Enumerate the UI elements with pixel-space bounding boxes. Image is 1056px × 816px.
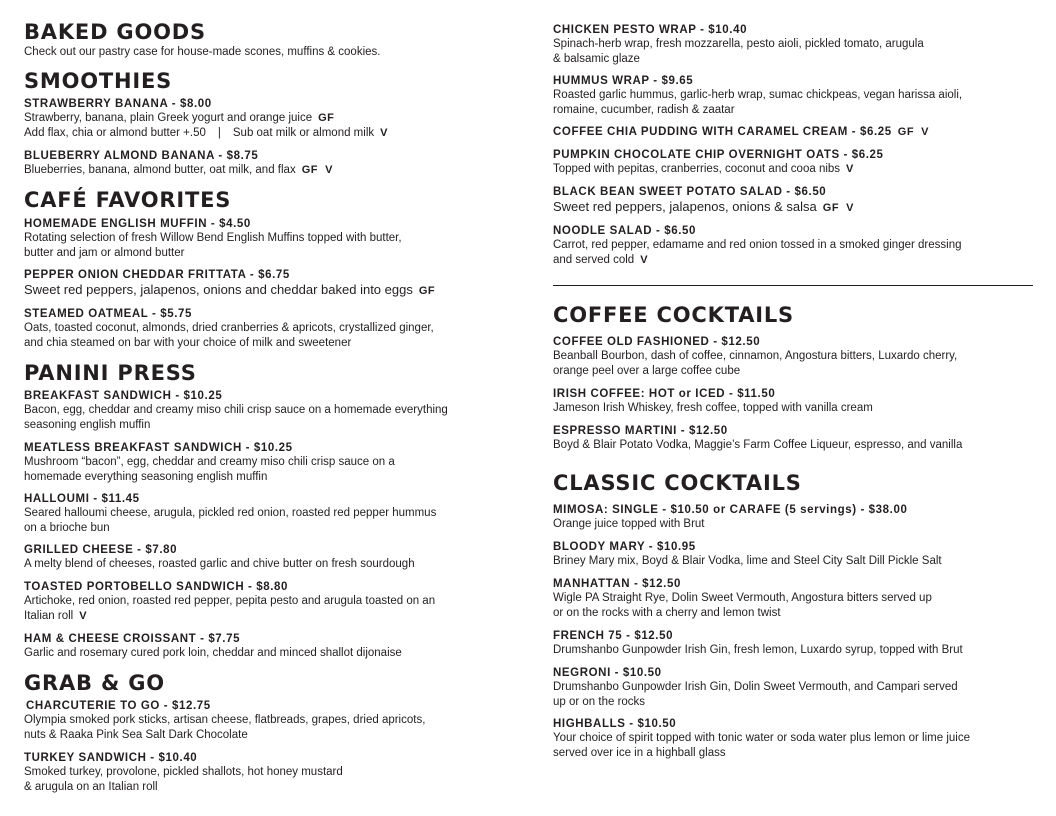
item-description: Your choice of spirit topped with tonic water or soda water plus lemon or lime juice bbox=[553, 732, 970, 744]
item-description: Jameson Irish Whiskey, fresh coffee, topped with vanilla cream bbox=[553, 402, 873, 414]
section-panini-press bbox=[24, 363, 514, 384]
menu-item bbox=[553, 577, 1033, 620]
section-title: PANINI PRESS bbox=[24, 361, 197, 385]
menu-item bbox=[24, 307, 514, 350]
item-description: Olympia smoked pork sticks, artisan cheese, flatbreads, grapes, dried apricots, bbox=[24, 714, 426, 726]
menu-item bbox=[553, 224, 1033, 267]
item-name: HUMMUS WRAP - $9.65 bbox=[553, 75, 694, 87]
item-description: butter and jam or almond butter bbox=[24, 246, 185, 259]
item-description: Roasted garlic hummus, garlic-herb wrap, sumac chickpeas, vegan harissa aioli, bbox=[553, 89, 963, 101]
menu-item bbox=[24, 149, 514, 178]
item-description: or on the rocks with a cherry and lemon twist bbox=[553, 606, 781, 619]
item-description: on a brioche bun bbox=[24, 521, 110, 534]
item-description: A melty blend of cheeses, roasted garlic and chive butter on fresh sourdough bbox=[24, 558, 415, 570]
section-coffee-cocktails bbox=[553, 305, 1033, 326]
menu-item bbox=[553, 23, 1033, 66]
item-name: COFFEE CHIA PUDDING WITH CARAMEL CREAM - $6.25 GF V bbox=[553, 126, 929, 138]
item-description: Drumshanbo Gunpowder Irish Gin, fresh lemon, Luxardo syrup, topped with Brut bbox=[553, 644, 963, 656]
item-name: TURKEY SANDWICH - $10.40 bbox=[24, 752, 198, 764]
item-name: BLUEBERRY ALMOND BANANA - $8.75 bbox=[24, 150, 259, 162]
item-description: Rotating selection of fresh Willow Bend English Muffins topped with butter, bbox=[24, 232, 402, 244]
item-name: GRILLED CHEESE - $7.80 bbox=[24, 544, 178, 556]
item-description: Briney Mary mix, Boyd & Blair Vodka, lime and Steel City Salt Dill Pickle Salt bbox=[553, 555, 942, 567]
section-classic-cocktails bbox=[553, 473, 1033, 494]
section-title: BAKED GOODS bbox=[24, 20, 206, 44]
item-name: ESPRESSO MARTINI - $12.50 bbox=[553, 425, 728, 437]
item-description: Carrot, red pepper, edamame and red onion tossed in a smoked ginger dressing bbox=[553, 239, 962, 251]
menu-item bbox=[24, 389, 514, 432]
item-description: Sweet red peppers, jalapenos, onions and cheddar baked into eggs GF bbox=[24, 282, 436, 297]
menu-item bbox=[24, 268, 514, 299]
item-description: Smoked turkey, provolone, pickled shallots, hot honey mustard bbox=[24, 766, 343, 778]
item-name: HAM & CHEESE CROISSANT - $7.75 bbox=[24, 633, 241, 645]
item-description: Blueberries, banana, almond butter, oat milk, and flax GF V bbox=[24, 164, 333, 176]
dietary-tag: V bbox=[380, 126, 388, 139]
item-description: romaine, cucumber, radish & zaatar bbox=[553, 103, 735, 116]
item-description: Bacon, egg, cheddar and creamy miso chili crisp sauce on a homemade everything bbox=[24, 404, 448, 416]
menu-item bbox=[553, 185, 1033, 216]
item-name: CHARCUTERIE TO GO - $12.75 bbox=[26, 700, 211, 712]
dietary-tag: GF V bbox=[301, 164, 333, 176]
item-name: CHICKEN PESTO WRAP - $10.40 bbox=[553, 24, 748, 36]
item-description: homemade everything seasoning english muffin bbox=[24, 470, 268, 483]
menu-item bbox=[24, 492, 514, 535]
item-name: NEGRONI - $10.50 bbox=[553, 667, 662, 679]
item-description: Seared halloumi cheese, arugula, pickled red onion, roasted red pepper hummus bbox=[24, 507, 437, 519]
item-name: BLOODY MARY - $10.95 bbox=[553, 541, 696, 553]
dietary-tag: GF bbox=[318, 112, 335, 124]
section-title: GRAB & GO bbox=[24, 671, 165, 695]
item-name: HALLOUMI - $11.45 bbox=[24, 493, 140, 505]
item-name: MEATLESS BREAKFAST SANDWICH - $10.25 bbox=[24, 442, 293, 454]
item-name: NOODLE SALAD - $6.50 bbox=[553, 225, 696, 237]
item-name: TOASTED PORTOBELLO SANDWICH - $8.80 bbox=[24, 581, 289, 593]
item-description: up or on the rocks bbox=[553, 695, 646, 708]
item-name: PUMPKIN CHOCOLATE CHIP OVERNIGHT OATS - $6.25 bbox=[553, 149, 884, 161]
item-name: MIMOSA: SINGLE - $10.50 or CARAFE (5 servings) - $38.00 bbox=[553, 504, 908, 516]
item-description: seasoning english muffin bbox=[24, 418, 151, 431]
item-description: Artichoke, red onion, roasted red pepper, pepita pesto and arugula toasted on an bbox=[24, 595, 436, 607]
item-description: nuts & Raaka Pink Sea Salt Dark Chocolate bbox=[24, 728, 248, 741]
item-description: Italian roll V bbox=[24, 609, 88, 622]
item-description: Oats, toasted coconut, almonds, dried cranberries & apricots, crystallized ginger, bbox=[24, 322, 434, 334]
menu-item bbox=[553, 540, 1033, 569]
section-grab-and-go bbox=[24, 673, 514, 694]
menu-item bbox=[24, 543, 514, 572]
item-name: COFFEE OLD FASHIONED - $12.50 bbox=[553, 336, 761, 348]
menu-item bbox=[553, 148, 1033, 177]
menu-item bbox=[553, 387, 1033, 416]
dietary-tag: GF bbox=[418, 285, 436, 297]
menu-item bbox=[24, 441, 514, 484]
menu-item bbox=[553, 666, 1033, 709]
item-description: and chia steamed on bar with your choice of milk and sweetener bbox=[24, 336, 352, 349]
menu-item bbox=[24, 751, 514, 794]
item-description: & arugula on an Italian roll bbox=[24, 780, 158, 793]
item-name: PEPPER ONION CHEDDAR FRITTATA - $6.75 bbox=[24, 269, 290, 281]
menu-item bbox=[553, 74, 1033, 117]
item-description: and served cold V bbox=[553, 253, 649, 266]
section-title: COFFEE COCKTAILS bbox=[553, 303, 794, 327]
menu-item bbox=[24, 97, 514, 140]
menu-item bbox=[553, 629, 1033, 658]
item-name: HIGHBALLS - $10.50 bbox=[553, 718, 677, 730]
section-baked-goods bbox=[24, 22, 514, 59]
item-name: IRISH COFFEE: HOT or ICED - $11.50 bbox=[553, 388, 776, 400]
item-name: MANHATTAN - $12.50 bbox=[553, 578, 681, 590]
item-name: STRAWBERRY BANANA - $8.00 bbox=[24, 98, 212, 110]
dietary-tag: V bbox=[846, 163, 854, 175]
item-name: FRENCH 75 - $12.50 bbox=[553, 630, 674, 642]
item-name: BLACK BEAN SWEET POTATO SALAD - $6.50 bbox=[553, 186, 827, 198]
item-description: Boyd & Blair Potato Vodka, Maggie’s Farm Coffee Liqueur, espresso, and vanilla bbox=[553, 439, 963, 451]
menu-item bbox=[24, 699, 514, 742]
menu-item bbox=[553, 424, 1033, 453]
dietary-tag: GF V bbox=[897, 126, 929, 138]
section-title: SMOOTHIES bbox=[24, 69, 173, 93]
item-description: Beanball Bourbon, dash of coffee, cinnamon, Angostura bitters, Luxardo cherry, bbox=[553, 350, 958, 362]
menu-item bbox=[553, 503, 1033, 532]
item-description: Sweet red peppers, jalapenos, onions & salsa GF V bbox=[553, 199, 855, 214]
item-description: Strawberry, banana, plain Greek yogurt and orange juice GF bbox=[24, 112, 335, 124]
dietary-tag: V bbox=[640, 253, 649, 266]
menu-item bbox=[553, 717, 1033, 760]
menu-item bbox=[24, 580, 514, 623]
item-name: STEAMED OATMEAL - $5.75 bbox=[24, 308, 193, 320]
item-addon: Add flax, chia or almond butter +.50 | Sub oat milk or almond milk V bbox=[24, 126, 388, 139]
item-description: Garlic and rosemary cured pork loin, cheddar and minced shallot dijonaise bbox=[24, 647, 402, 659]
menu-item bbox=[24, 217, 514, 260]
item-name: BREAKFAST SANDWICH - $10.25 bbox=[24, 390, 223, 402]
item-description: orange peel over a large coffee cube bbox=[553, 364, 741, 377]
item-description: Spinach-herb wrap, fresh mozzarella, pesto aioli, pickled tomato, arugula bbox=[553, 38, 924, 50]
item-description: Mushroom “bacon”, egg, cheddar and creamy miso chili crisp sauce on a bbox=[24, 456, 395, 468]
menu-item bbox=[553, 335, 1033, 378]
separator: | bbox=[217, 126, 221, 139]
section-title: CAFÉ FAVORITES bbox=[24, 188, 232, 212]
item-name: HOMEMADE ENGLISH MUFFIN - $4.50 bbox=[24, 218, 251, 230]
menu-item bbox=[553, 125, 1033, 139]
item-description: Topped with pepitas, cranberries, coconut and cooa nibs V bbox=[553, 163, 854, 175]
item-description: Drumshanbo Gunpowder Irish Gin, Dolin Sweet Vermouth, and Campari served bbox=[553, 681, 958, 693]
dietary-tag: V bbox=[79, 609, 88, 622]
section-title: CLASSIC COCKTAILS bbox=[553, 471, 802, 495]
dietary-tag: GF V bbox=[822, 202, 855, 214]
item-description: Wigle PA Straight Rye, Dolin Sweet Vermouth, Angostura bitters served up bbox=[553, 592, 932, 604]
item-description: Orange juice topped with Brut bbox=[553, 518, 705, 530]
section-note: Check out our pastry case for house-made scones, muffins & cookies. bbox=[24, 46, 381, 58]
item-description: & balsamic glaze bbox=[553, 52, 640, 65]
item-description: served over ice in a highball glass bbox=[553, 746, 726, 759]
section-cafe-favorites bbox=[24, 190, 514, 211]
section-smoothies bbox=[24, 71, 514, 92]
section-divider bbox=[553, 285, 1033, 286]
menu-item bbox=[24, 632, 514, 661]
